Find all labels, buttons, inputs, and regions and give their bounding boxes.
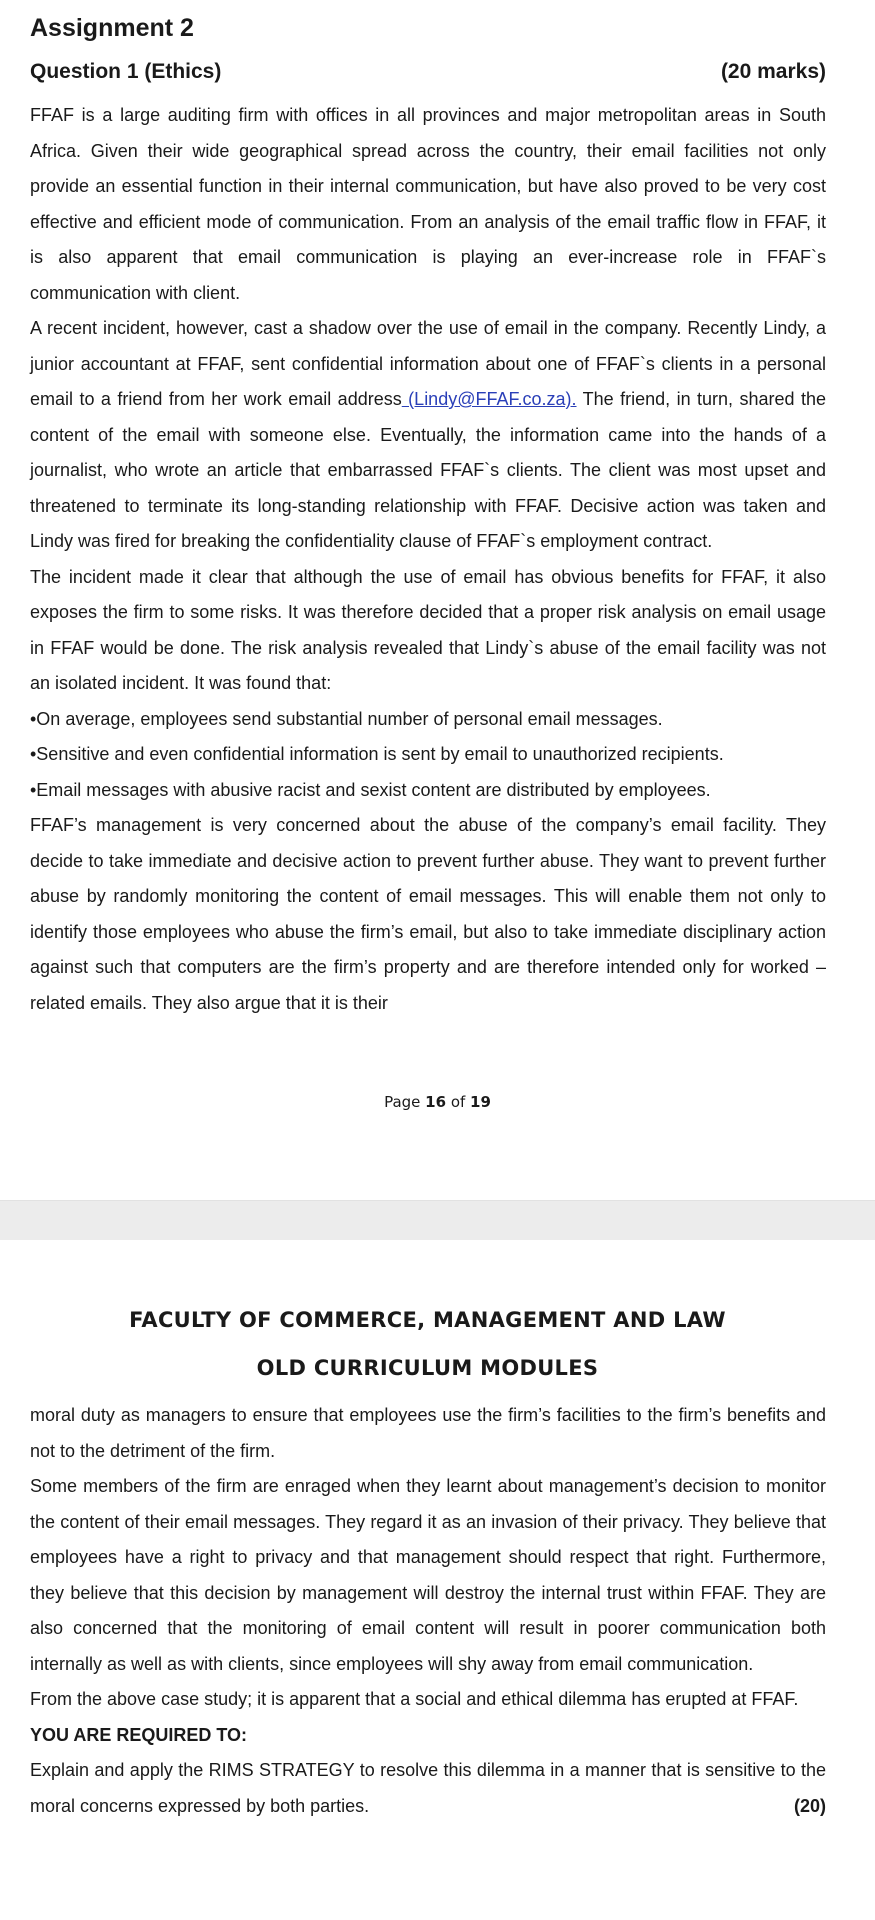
- paragraph-intro: FFAF is a large auditing firm with offices in all provinces and major metropolitan areas in South Africa. Given their wide geographical spread across the country, their email facilities not only provide an essential function in their internal communication, but have also proved to be very cost effective and efficient mode of communication. From an analysis of the email traffic flow in FFAF, it is also apparent that email communication is playing an ever-increase role in FFAF`s communication with client.: [30, 105, 826, 303]
- paragraph-moral-duty: moral duty as managers to ensure that employees use the firm’s facilities to the firm’s benefits and not to the detriment of the firm.: [30, 1405, 826, 1461]
- incident-text-end: The friend, in turn, shared the content of the email with someone else. Eventually, the information came into the hands of a journalist, who wrote an article that embarrassed FFAF`s clients. The client was most upset and threatened to terminate its long-standing relationship with FFAF. Decisive action was taken and Lindy was fired for breaking the confidentiality clause of FFAF`s employment contract.: [30, 389, 827, 551]
- question-header: [30, 60, 826, 90]
- faculty-header: FACULTY OF COMMERCE, MANAGEMENT AND LAW: [129, 1308, 726, 1332]
- page-footer: [0, 1093, 875, 1111]
- case-study-continued: [30, 1398, 826, 1824]
- task-paragraph: [30, 1753, 826, 1824]
- page-separator: [0, 1200, 875, 1241]
- footer-total-pages: 19: [470, 1093, 491, 1111]
- bullet-item: •On average, employees send substantial number of personal email messages.: [30, 708, 663, 729]
- assignment-title: Assignment 2: [30, 14, 194, 42]
- curriculum-header: OLD CURRICULUM MODULES: [256, 1356, 599, 1380]
- paragraph-management: FFAF’s management is very concerned about the abuse of the company’s email facility. They decide to take immediate and decisive action to prevent further abuse. They want to prevent further abuse by randomly monitoring the content of email messages. This will enable them not only to identify those employees who abuse the firm’s email, but also to take immediate disciplinary action against such that computers are the firm’s property and are therefore intended only for worked – related emails. They also argue that it is their: [30, 815, 826, 1013]
- paragraph-dilemma: From the above case study; it is apparent that a social and ethical dilemma has erupted at FFAF.: [30, 1689, 799, 1709]
- document-page-17: [0, 1240, 875, 1920]
- paragraph-employees-concern: Some members of the firm are enraged when they learnt about management’s decision to monitor the content of their email messages. They regard it as an invasion of their privacy. They believe that employees have a right to privacy and that management should respect that right. Furthermore, they believe that this decision by management will destroy the internal trust within FFAF. They are also concerned that the monitoring of email content will result in poorer communication both internally as well as with clients, since employees will shy away from email communication.: [30, 1476, 826, 1674]
- required-heading: YOU ARE REQUIRED TO:: [30, 1724, 248, 1745]
- incident-text-start: A recent incident, however, cast a shadow over the use of email in the company. Recently Lindy, a junior accountant at FFAF, sent confidential information about one of FFAF`s clients in a personal email to a friend from her work email address: [30, 318, 826, 409]
- question-label: Question 1 (Ethics): [30, 60, 222, 83]
- footer-of: of: [446, 1093, 471, 1111]
- task-text: Explain and apply the RIMS STRATEGY to resolve this dilemma in a manner that is sensitive to the moral concerns expressed by both parties.: [30, 1760, 826, 1816]
- paragraph-incident: [30, 311, 826, 560]
- email-link[interactable]: (Lindy@FFAF.co.za).: [401, 389, 577, 409]
- question-marks: (20 marks): [720, 60, 826, 83]
- bullet-item: •Email messages with abusive racist and sexist content are distributed by employees.: [30, 779, 711, 800]
- paragraph-risk-analysis: The incident made it clear that although the use of email has obvious benefits for FFAF, it also exposes the firm to some risks. It was therefore decided that a proper risk analysis on email usage in FFAF would be done. The risk analysis revealed that Lindy`s abuse of the email facility was not an isolated incident. It was found that:: [30, 566, 826, 693]
- footer-prefix: Page: [384, 1093, 426, 1111]
- bullet-item: •Sensitive and even confidential information is sent by email to unauthorized recipients.: [30, 744, 724, 764]
- task-marks: (20): [793, 1795, 826, 1816]
- case-study-body: [30, 98, 826, 1021]
- footer-page-number: 16: [425, 1093, 447, 1111]
